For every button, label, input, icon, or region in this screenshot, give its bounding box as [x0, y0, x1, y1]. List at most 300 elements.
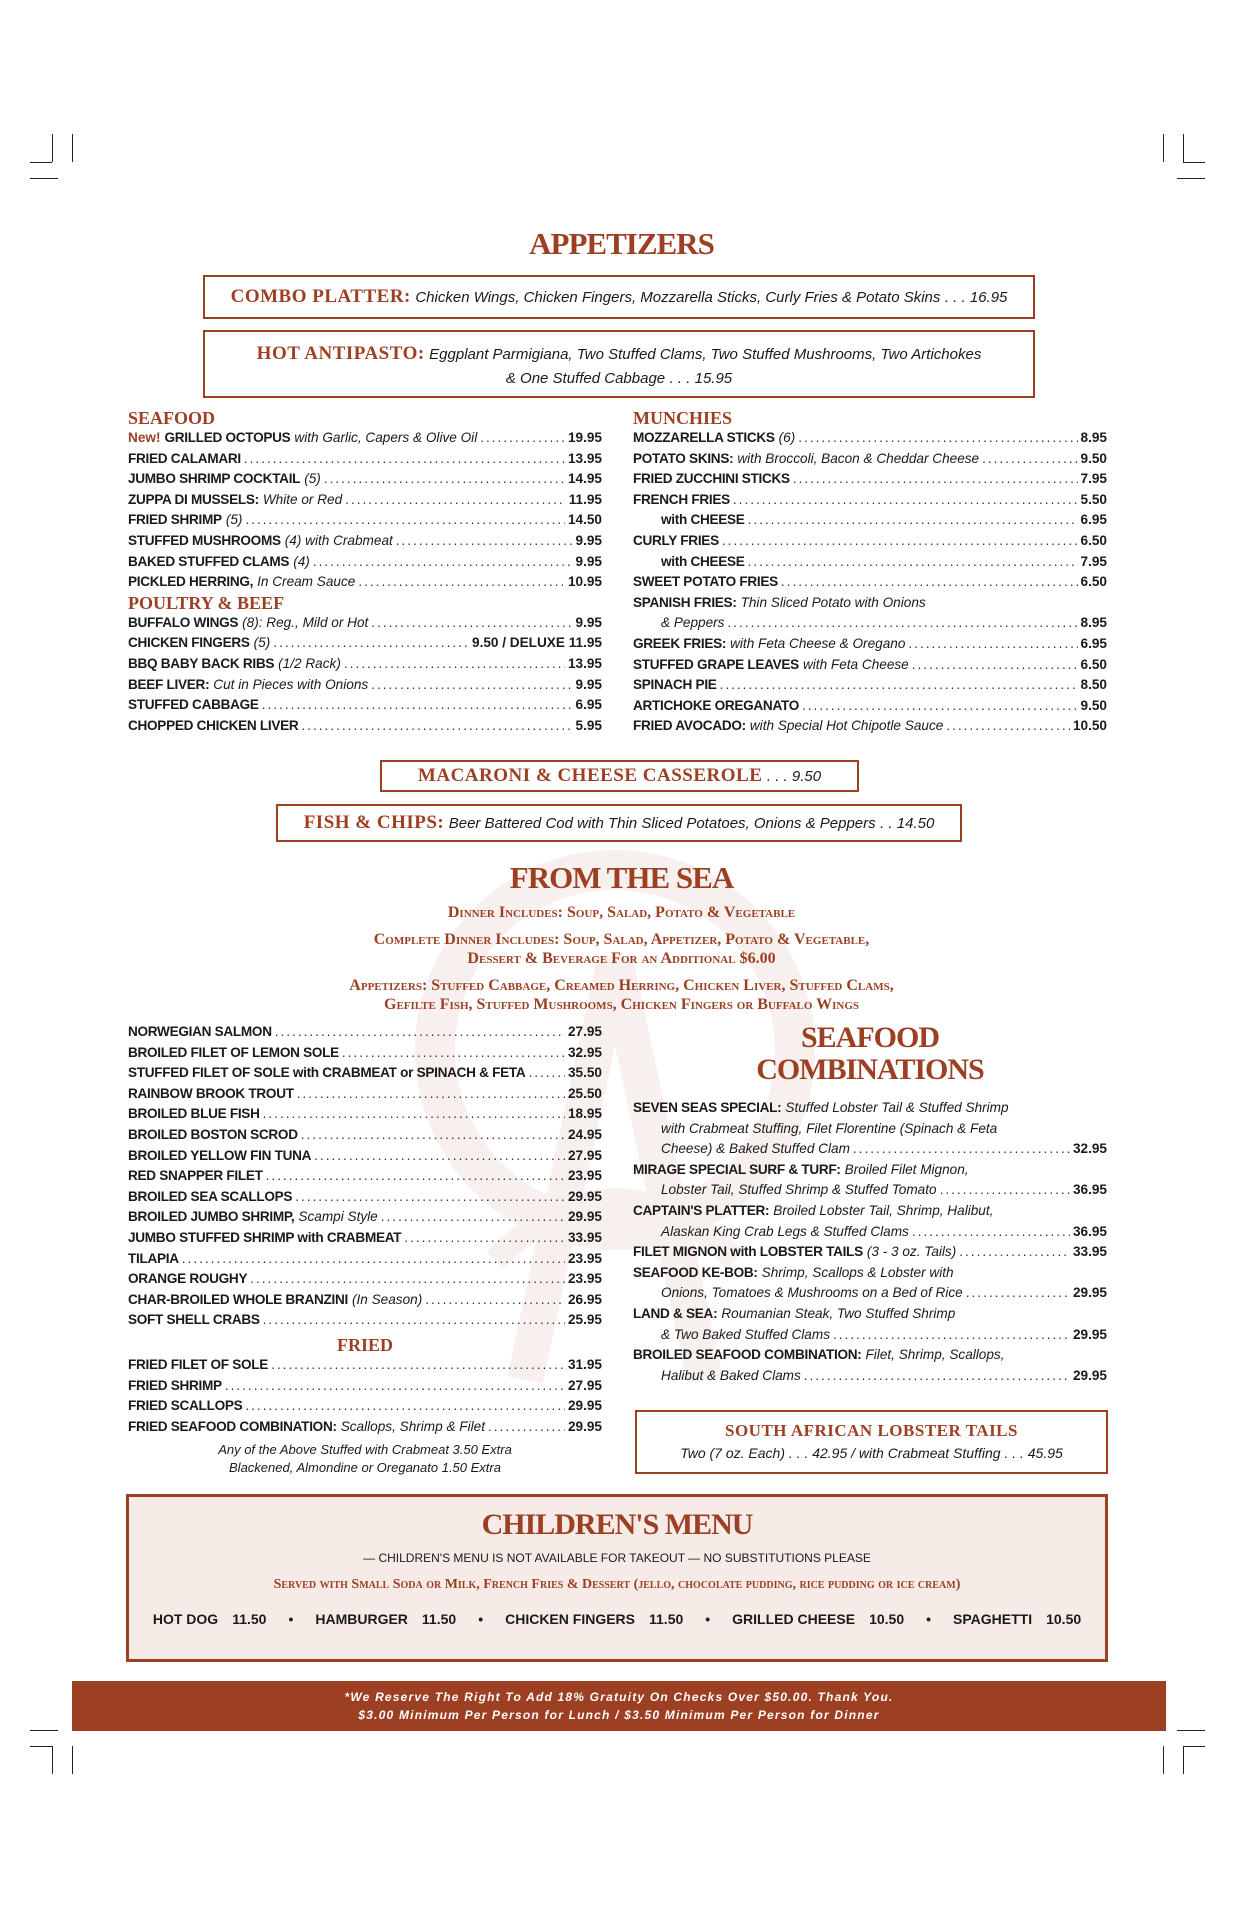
item-description: (5)	[304, 471, 321, 487]
item-name: TILAPIA	[128, 1250, 179, 1266]
item-name: CHOPPED CHICKEN LIVER	[128, 717, 299, 733]
item-name: BROILED YELLOW FIN TUNA	[128, 1147, 312, 1163]
seafood-combinations-column	[633, 1022, 1107, 1386]
item-name: LAND & SEA:	[633, 1305, 718, 1321]
leader-dots	[833, 1325, 1070, 1346]
seafood-combination-item	[633, 1160, 1107, 1181]
dinner-appetizers: Appetizers: Stuffed Cabbage, Creamed Herring, Chicken Liver, Stuffed Clams,	[349, 977, 894, 994]
item-price: 13.95	[567, 655, 602, 671]
item-description: Broiled Filet Mignon,	[844, 1161, 969, 1177]
mac-cheese-box	[380, 760, 859, 792]
item-name: CURLY FRIES	[633, 532, 719, 548]
seafood-heading: SEAFOOD	[128, 408, 216, 428]
leader-dots	[982, 449, 1077, 470]
item-name: BROILED BOSTON SCROD	[128, 1126, 298, 1142]
kids-menu-item	[505, 1611, 683, 1627]
childrens-menu-notice: — CHILDREN'S MENU IS NOT AVAILABLE FOR TAKEOUT — NO SUBSTITUTIONS PLEASE	[363, 1551, 871, 1565]
leader-dots	[959, 1242, 1070, 1263]
item-name: CAPTAIN'S PLATTER:	[633, 1202, 770, 1218]
item-price: 5.95	[575, 717, 602, 733]
leader-dots	[266, 1166, 565, 1187]
seafood-combination-item	[633, 1201, 1107, 1222]
blackened-note: Blackened, Almondine or Oreganato 1.50 Extra	[229, 1460, 501, 1476]
seafood-item	[128, 572, 602, 593]
item-name: FILET MIGNON with LOBSTER TAILS	[633, 1244, 863, 1260]
item-price: 9.95	[575, 553, 602, 569]
fish-chips-price: . . 14.50	[880, 815, 935, 832]
leader-dots	[314, 1146, 565, 1167]
childrens-menu-served: Served with Small Soda or Milk, French Fries & Dessert (jello, chocolate pudding, rice pudding or ice cream)	[273, 1577, 961, 1592]
leader-dots	[425, 1290, 565, 1311]
item-price: 8.50	[1080, 677, 1107, 693]
item-description: with Feta Cheese & Oregano	[730, 635, 906, 651]
seafood-list	[128, 428, 602, 593]
item-price: 7.95	[1080, 471, 1107, 487]
leader-dots	[528, 1063, 565, 1084]
mac-cheese-label: MACARONI & CHEESE CASSEROLE	[417, 765, 763, 786]
item-description: & Peppers	[661, 615, 725, 631]
leader-dots	[271, 1355, 565, 1376]
seafood-combinations-title-2: COMBINATIONS	[756, 1053, 984, 1086]
leader-dots	[381, 1207, 565, 1228]
seafood-item	[128, 449, 602, 470]
leader-dots	[301, 1125, 565, 1146]
item-name: ZUPPA DI MUSSELS:	[128, 491, 259, 507]
new-badge: New!	[128, 430, 161, 445]
item-description: Scampi Style	[298, 1209, 378, 1225]
item-name: SOFT SHELL CRABS	[128, 1312, 260, 1328]
item-name: FRIED SHRIMP	[128, 1377, 222, 1393]
item-price: 29.95	[567, 1209, 602, 1225]
item-name: BROILED SEAFOOD COMBINATION:	[633, 1347, 862, 1363]
item-description: (1/2 Rack)	[278, 655, 341, 671]
fried-item	[128, 1417, 602, 1438]
appetizers-title: APPETIZERS	[529, 226, 714, 261]
leader-dots	[908, 634, 1077, 655]
leader-dots	[781, 572, 1078, 593]
item-price: 27.95	[567, 1024, 602, 1039]
stuffed-note: Any of the Above Stuffed with Crabmeat 3.50 Extra	[218, 1442, 512, 1458]
kids-menu-item	[153, 1611, 267, 1627]
item-price: 27.95	[567, 1377, 602, 1393]
leader-dots	[250, 1269, 565, 1290]
seafood-item	[128, 531, 602, 552]
appetizers-left-column	[128, 408, 602, 736]
leader-dots	[404, 1228, 565, 1249]
item-name: PICKLED HERRING,	[128, 574, 254, 590]
item-price: 10.95	[567, 574, 602, 590]
leader-dots	[358, 572, 565, 593]
item-name: JUMBO SHRIMP COCKTAIL	[128, 471, 301, 487]
seafood-combination-item	[633, 1345, 1107, 1366]
kids-item-name: SPAGHETTI	[953, 1611, 1033, 1627]
leader-dots	[748, 552, 1078, 573]
kids-item-price: 10.50	[869, 1611, 905, 1627]
item-price: 10.50	[1072, 718, 1107, 734]
item-description: Cut in Pieces with Onions	[213, 676, 369, 692]
poultry-beef-item	[128, 675, 602, 696]
item-name: CHICKEN FINGERS	[128, 635, 250, 651]
munchies-item	[633, 449, 1107, 470]
combo-platter-label: COMBO PLATTER:	[230, 286, 411, 307]
seafood-combination-item	[633, 1098, 1107, 1119]
leader-dots	[804, 1366, 1070, 1387]
item-name: BBQ BABY BACK RIBS	[128, 655, 275, 671]
item-description: Lobster Tail, Stuffed Shrimp & Stuffed Tomato	[661, 1182, 937, 1198]
seafood-combination-item	[633, 1283, 1107, 1304]
leader-dots	[371, 675, 572, 696]
kids-menu-item	[953, 1611, 1081, 1627]
leader-dots	[480, 428, 565, 449]
sea-entree-item	[128, 1104, 602, 1125]
item-name: POTATO SKINS:	[633, 450, 734, 466]
item-name: ARTICHOKE OREGANATO	[633, 697, 799, 713]
item-name: NORWEGIAN SALMON	[128, 1024, 272, 1039]
dinner-appetizers-2: Gefilte Fish, Stuffed Mushrooms, Chicken Fingers or Buffalo Wings	[384, 996, 859, 1013]
item-price: 23.95	[567, 1271, 602, 1287]
hot-antipasto-desc: Eggplant Parmigiana, Two Stuffed Clams, Two Stuffed Mushrooms, Two Artichokes	[429, 346, 982, 363]
kids-item-name: HOT DOG	[152, 1611, 219, 1627]
kids-item-name: CHICKEN FINGERS	[505, 1611, 635, 1627]
item-name: STUFFED CABBAGE	[128, 697, 259, 713]
leader-dots	[912, 655, 1078, 676]
item-name: RAINBOW BROOK TROUT	[128, 1085, 294, 1101]
item-price: 6.50	[1080, 532, 1107, 548]
item-price: 19.95	[567, 430, 602, 445]
munchies-item	[633, 634, 1107, 655]
leader-dots	[396, 531, 573, 552]
item-price: 9.95	[575, 532, 602, 548]
leader-dots	[940, 1180, 1070, 1201]
poultry-beef-item	[128, 654, 602, 675]
item-price: 7.95	[1080, 553, 1107, 569]
leader-dots	[853, 1139, 1070, 1160]
childrens-menu-title: CHILDREN'S MENU	[481, 1508, 753, 1541]
munchies-item	[633, 572, 1107, 593]
seafood-combination-item	[633, 1222, 1107, 1243]
item-description: (In Season)	[351, 1291, 423, 1307]
item-price: 29.95	[567, 1398, 602, 1414]
item-name: with CHEESE	[661, 553, 745, 569]
sea-entree-item	[128, 1290, 602, 1311]
item-price: 24.95	[567, 1126, 602, 1142]
seafood-combination-item	[633, 1139, 1107, 1160]
leader-dots	[245, 510, 565, 531]
item-name: STUFFED FILET OF SOLE with CRABMEAT or SPINACH & FETA	[128, 1065, 526, 1081]
fried-list	[128, 1355, 602, 1437]
munchies-item	[633, 531, 1107, 552]
item-name: SEAFOOD KE-BOB:	[633, 1264, 758, 1280]
sea-entree-item	[128, 1125, 602, 1146]
combo-platter-desc: Chicken Wings, Chicken Fingers, Mozzarella Sticks, Curly Fries & Potato Skins	[415, 289, 941, 306]
item-price: 8.95	[1080, 430, 1107, 445]
seafood-combinations-list	[633, 1098, 1107, 1386]
item-price: 18.95	[567, 1106, 602, 1122]
seafood-item	[128, 428, 602, 449]
item-price: 29.95	[1072, 1285, 1107, 1301]
lobster-tails-desc: Two (7 oz. Each) . . . 42.95 / with Crabmeat Stuffing . . . 45.95	[680, 1445, 1063, 1461]
sea-left-column	[128, 1022, 602, 1477]
leader-dots	[802, 696, 1078, 717]
item-description: White or Red	[262, 491, 343, 507]
seafood-combination-item	[633, 1366, 1107, 1387]
item-description: Shrimp, Scallops & Lobster with	[761, 1264, 954, 1280]
item-price: 32.95	[1072, 1141, 1107, 1157]
fried-item	[128, 1376, 602, 1397]
item-price: 6.95	[575, 697, 602, 713]
munchies-list	[633, 428, 1107, 737]
kids-item-price: 11.50	[232, 1611, 267, 1627]
kids-menu-item	[315, 1611, 456, 1627]
leader-dots	[344, 654, 565, 675]
sea-entree-item	[128, 1084, 602, 1105]
fish-chips-label: FISH & CHIPS:	[303, 812, 445, 833]
hot-antipasto-label: HOT ANTIPASTO:	[256, 343, 425, 364]
leader-dots	[273, 633, 469, 654]
gratuity-notice: *We Reserve The Right To Add 18% Gratuity On Checks Over $50.00. Thank You.	[344, 1690, 894, 1704]
item-description: Roumanian Steak, Two Stuffed Shrimp	[721, 1305, 956, 1321]
munchies-item	[633, 613, 1107, 634]
item-name: FRIED AVOCADO:	[633, 718, 746, 734]
item-description: with Garlic, Capers & Olive Oil	[294, 430, 478, 445]
munchies-item	[633, 593, 1107, 614]
leader-dots	[245, 1396, 565, 1417]
kids-item-price: 11.50	[649, 1611, 684, 1627]
leader-dots	[727, 613, 1077, 634]
sea-entree-item	[128, 1228, 602, 1249]
item-description: (4)	[293, 553, 310, 569]
fried-item	[128, 1355, 602, 1376]
item-price: 9.50 / DELUXE 11.95	[472, 635, 602, 651]
item-price: 25.50	[567, 1085, 602, 1101]
item-description: Onions, Tomatoes & Mushrooms on a Bed of Rice	[661, 1285, 963, 1301]
sea-entree-item	[128, 1269, 602, 1290]
item-description: (5)	[253, 635, 271, 651]
leader-dots	[244, 449, 565, 470]
seafood-combination-item	[633, 1263, 1107, 1284]
item-price: 29.95	[1072, 1367, 1107, 1383]
item-price: 31.95	[567, 1356, 602, 1372]
leader-dots	[371, 613, 572, 634]
kids-item-name: HAMBURGER	[315, 1611, 408, 1627]
sea-entree-item	[128, 1310, 602, 1331]
item-name: FRIED SHRIMP	[128, 512, 222, 528]
item-name: STUFFED MUSHROOMS	[128, 532, 281, 548]
lobster-tails-title: SOUTH AFRICAN LOBSTER TAILS	[725, 1421, 1018, 1440]
item-description: (3 - 3 oz. Tails)	[866, 1244, 957, 1260]
item-price: 23.95	[567, 1168, 602, 1184]
dinner-includes: Dinner Includes: Soup, Salad, Potato & Vegetable	[447, 904, 796, 921]
item-description: Alaskan King Crab Legs & Stuffed Clams	[661, 1223, 909, 1239]
item-price: 5.50	[1080, 491, 1107, 507]
sea-entree-item	[128, 1207, 602, 1228]
item-price: 32.95	[567, 1044, 602, 1060]
poultry-beef-list	[128, 613, 602, 737]
item-name: FRIED CALAMARI	[128, 450, 241, 466]
kids-item-price: 10.50	[1046, 1611, 1082, 1627]
item-description: (5)	[225, 512, 243, 528]
item-name: FRIED SCALLOPS	[128, 1398, 243, 1414]
item-price: 29.95	[1072, 1326, 1107, 1342]
kids-item-price: 11.50	[421, 1611, 457, 1627]
complete-dinner-includes: Complete Dinner Includes: Soup, Salad, Appetizer, Potato & Vegetable,	[373, 931, 870, 948]
sea-entree-list	[128, 1022, 602, 1331]
item-name: with CHEESE	[661, 512, 745, 528]
item-price: 25.95	[567, 1312, 602, 1328]
item-price: 36.95	[1072, 1223, 1107, 1239]
item-description: with Feta Cheese	[802, 656, 909, 672]
item-name: JUMBO STUFFED SHRIMP with CRABMEAT	[128, 1229, 402, 1245]
item-price: 23.95	[567, 1250, 602, 1266]
seafood-combination-item	[633, 1180, 1107, 1201]
item-name: FRENCH FRIES	[633, 491, 730, 507]
bullet-separator: •	[288, 1611, 294, 1627]
item-description: Stuffed Lobster Tail & Stuffed Shrimp	[785, 1100, 1009, 1115]
item-price: 9.95	[575, 676, 602, 692]
item-price: 36.95	[1072, 1182, 1107, 1198]
item-description: with Crabmeat Stuffing, Filet Florentine (Spinach & Feta	[661, 1120, 998, 1136]
item-name: SEVEN SEAS SPECIAL:	[633, 1100, 782, 1115]
fish-chips-box	[276, 804, 962, 842]
item-price: 27.95	[567, 1147, 602, 1163]
item-price: 33.95	[567, 1229, 602, 1245]
item-name: FRIED SEAFOOD COMBINATION:	[128, 1418, 337, 1434]
seafood-combination-item	[633, 1119, 1107, 1140]
footer-banner	[72, 1681, 1166, 1731]
combo-platter-price: . . . 16.95	[944, 289, 1008, 306]
item-price: 26.95	[567, 1291, 602, 1307]
item-name: RED SNAPPER FILET	[128, 1168, 263, 1184]
item-price: 14.50	[567, 512, 602, 528]
leader-dots	[793, 469, 1078, 490]
leader-dots	[966, 1283, 1070, 1304]
poultry-beef-item	[128, 695, 602, 716]
item-name: FRIED FILET OF SOLE	[128, 1356, 269, 1372]
item-price: 6.95	[1080, 512, 1107, 528]
item-name: SPANISH FRIES:	[633, 594, 737, 610]
item-description: In Cream Sauce	[257, 574, 356, 590]
item-description: & Two Baked Stuffed Clams	[661, 1326, 830, 1342]
poultry-beef-item	[128, 613, 602, 634]
bullet-separator: •	[926, 1611, 932, 1627]
seafood-combination-item	[633, 1242, 1107, 1263]
leader-dots	[263, 1104, 565, 1125]
item-price: 13.95	[567, 450, 602, 466]
fried-heading: FRIED	[336, 1334, 393, 1355]
item-name: SWEET POTATO FRIES	[633, 574, 778, 590]
bullet-separator: •	[705, 1611, 711, 1627]
item-name: BEEF LIVER:	[128, 676, 210, 692]
item-name: GREEK FRIES:	[633, 635, 727, 651]
item-price: 11.95	[568, 491, 602, 507]
item-description: Filet, Shrimp, Scallops,	[865, 1347, 1005, 1363]
from-the-sea-title: FROM THE SEA	[509, 860, 734, 895]
leader-dots	[301, 716, 572, 737]
fish-chips-desc: Beer Battered Cod with Thin Sliced Potatoes, Onions & Peppers	[448, 815, 876, 832]
item-description: with Special Hot Chipotle Sauce	[749, 718, 944, 734]
item-description: Broiled Lobster Tail, Shrimp, Halibut,	[773, 1202, 994, 1218]
item-name: BROILED BLUE FISH	[128, 1106, 260, 1122]
kids-menu-item	[732, 1611, 904, 1627]
item-name: MIRAGE SPECIAL SURF & TURF:	[633, 1161, 841, 1177]
item-price: 35.50	[567, 1065, 602, 1081]
leader-dots	[733, 490, 1078, 511]
leader-dots	[748, 510, 1078, 531]
item-price: 9.95	[575, 614, 602, 630]
combo-platter-box	[203, 275, 1035, 319]
item-name: FRIED ZUCCHINI STICKS	[633, 471, 790, 487]
leader-dots	[345, 490, 566, 511]
leader-dots	[297, 1084, 565, 1105]
item-price: 29.95	[567, 1418, 602, 1434]
seafood-item	[128, 490, 602, 511]
seafood-combination-item	[633, 1304, 1107, 1325]
item-name: BAKED STUFFED CLAMS	[128, 553, 290, 569]
item-description: (6)	[778, 430, 796, 445]
item-price: 14.95	[567, 471, 602, 487]
seafood-combinations-title-1: SEAFOOD	[800, 1021, 940, 1054]
leader-dots	[313, 552, 573, 573]
hot-antipasto-price: . . . 15.95	[669, 370, 733, 387]
leader-dots	[342, 1043, 565, 1064]
item-description: Scallops, Shrimp & Filet	[340, 1418, 485, 1434]
leader-dots	[946, 716, 1070, 737]
sea-entree-item	[128, 1063, 602, 1084]
complete-dinner-additional: Dessert & Beverage For an Additional $6.00	[467, 950, 776, 967]
munchies-item	[633, 490, 1107, 511]
leader-dots	[263, 1310, 565, 1331]
leader-dots	[488, 1417, 565, 1438]
poultry-beef-heading: POULTRY & BEEF	[128, 592, 285, 613]
poultry-beef-item	[128, 633, 602, 654]
leader-dots	[798, 428, 1077, 449]
item-price: 29.95	[567, 1188, 602, 1204]
leader-dots	[275, 1022, 565, 1043]
hot-antipasto-desc-2: & One Stuffed Cabbage	[505, 370, 666, 387]
sea-entree-item	[128, 1187, 602, 1208]
munchies-item	[633, 655, 1107, 676]
hot-antipasto-box	[203, 330, 1035, 398]
item-description: Thin Sliced Potato with Onions	[740, 594, 926, 610]
seafood-combination-item	[633, 1325, 1107, 1346]
leader-dots	[182, 1249, 565, 1270]
sea-entree-item	[128, 1249, 602, 1270]
item-price: 9.50	[1080, 450, 1107, 466]
minimum-notice: $3.00 Minimum Per Person for Lunch / $3.50 Minimum Per Person for Dinner	[358, 1708, 880, 1722]
childrens-menu-items	[129, 1611, 1105, 1627]
mac-cheese-price: . . . 9.50	[766, 768, 822, 785]
item-name: BROILED FILET OF LEMON SOLE	[128, 1044, 339, 1060]
item-description: Halibut & Baked Clams	[661, 1367, 801, 1383]
item-price: 6.50	[1080, 656, 1107, 672]
leader-dots	[225, 1376, 565, 1397]
leader-dots	[722, 531, 1078, 552]
sea-entree-item	[128, 1166, 602, 1187]
item-name: CHAR-BROILED WHOLE BRANZINI	[128, 1291, 348, 1307]
item-description: (4) with Crabmeat	[284, 532, 393, 548]
bullet-separator: •	[478, 1611, 484, 1627]
munchies-item	[633, 552, 1107, 573]
sea-entree-item	[128, 1043, 602, 1064]
sea-entree-item	[128, 1146, 602, 1167]
item-price: 9.50	[1080, 697, 1107, 713]
leader-dots	[295, 1187, 565, 1208]
munchies-item	[633, 675, 1107, 696]
fried-item	[128, 1396, 602, 1417]
munchies-item	[633, 510, 1107, 531]
leader-dots	[720, 675, 1078, 696]
munchies-item	[633, 716, 1107, 737]
